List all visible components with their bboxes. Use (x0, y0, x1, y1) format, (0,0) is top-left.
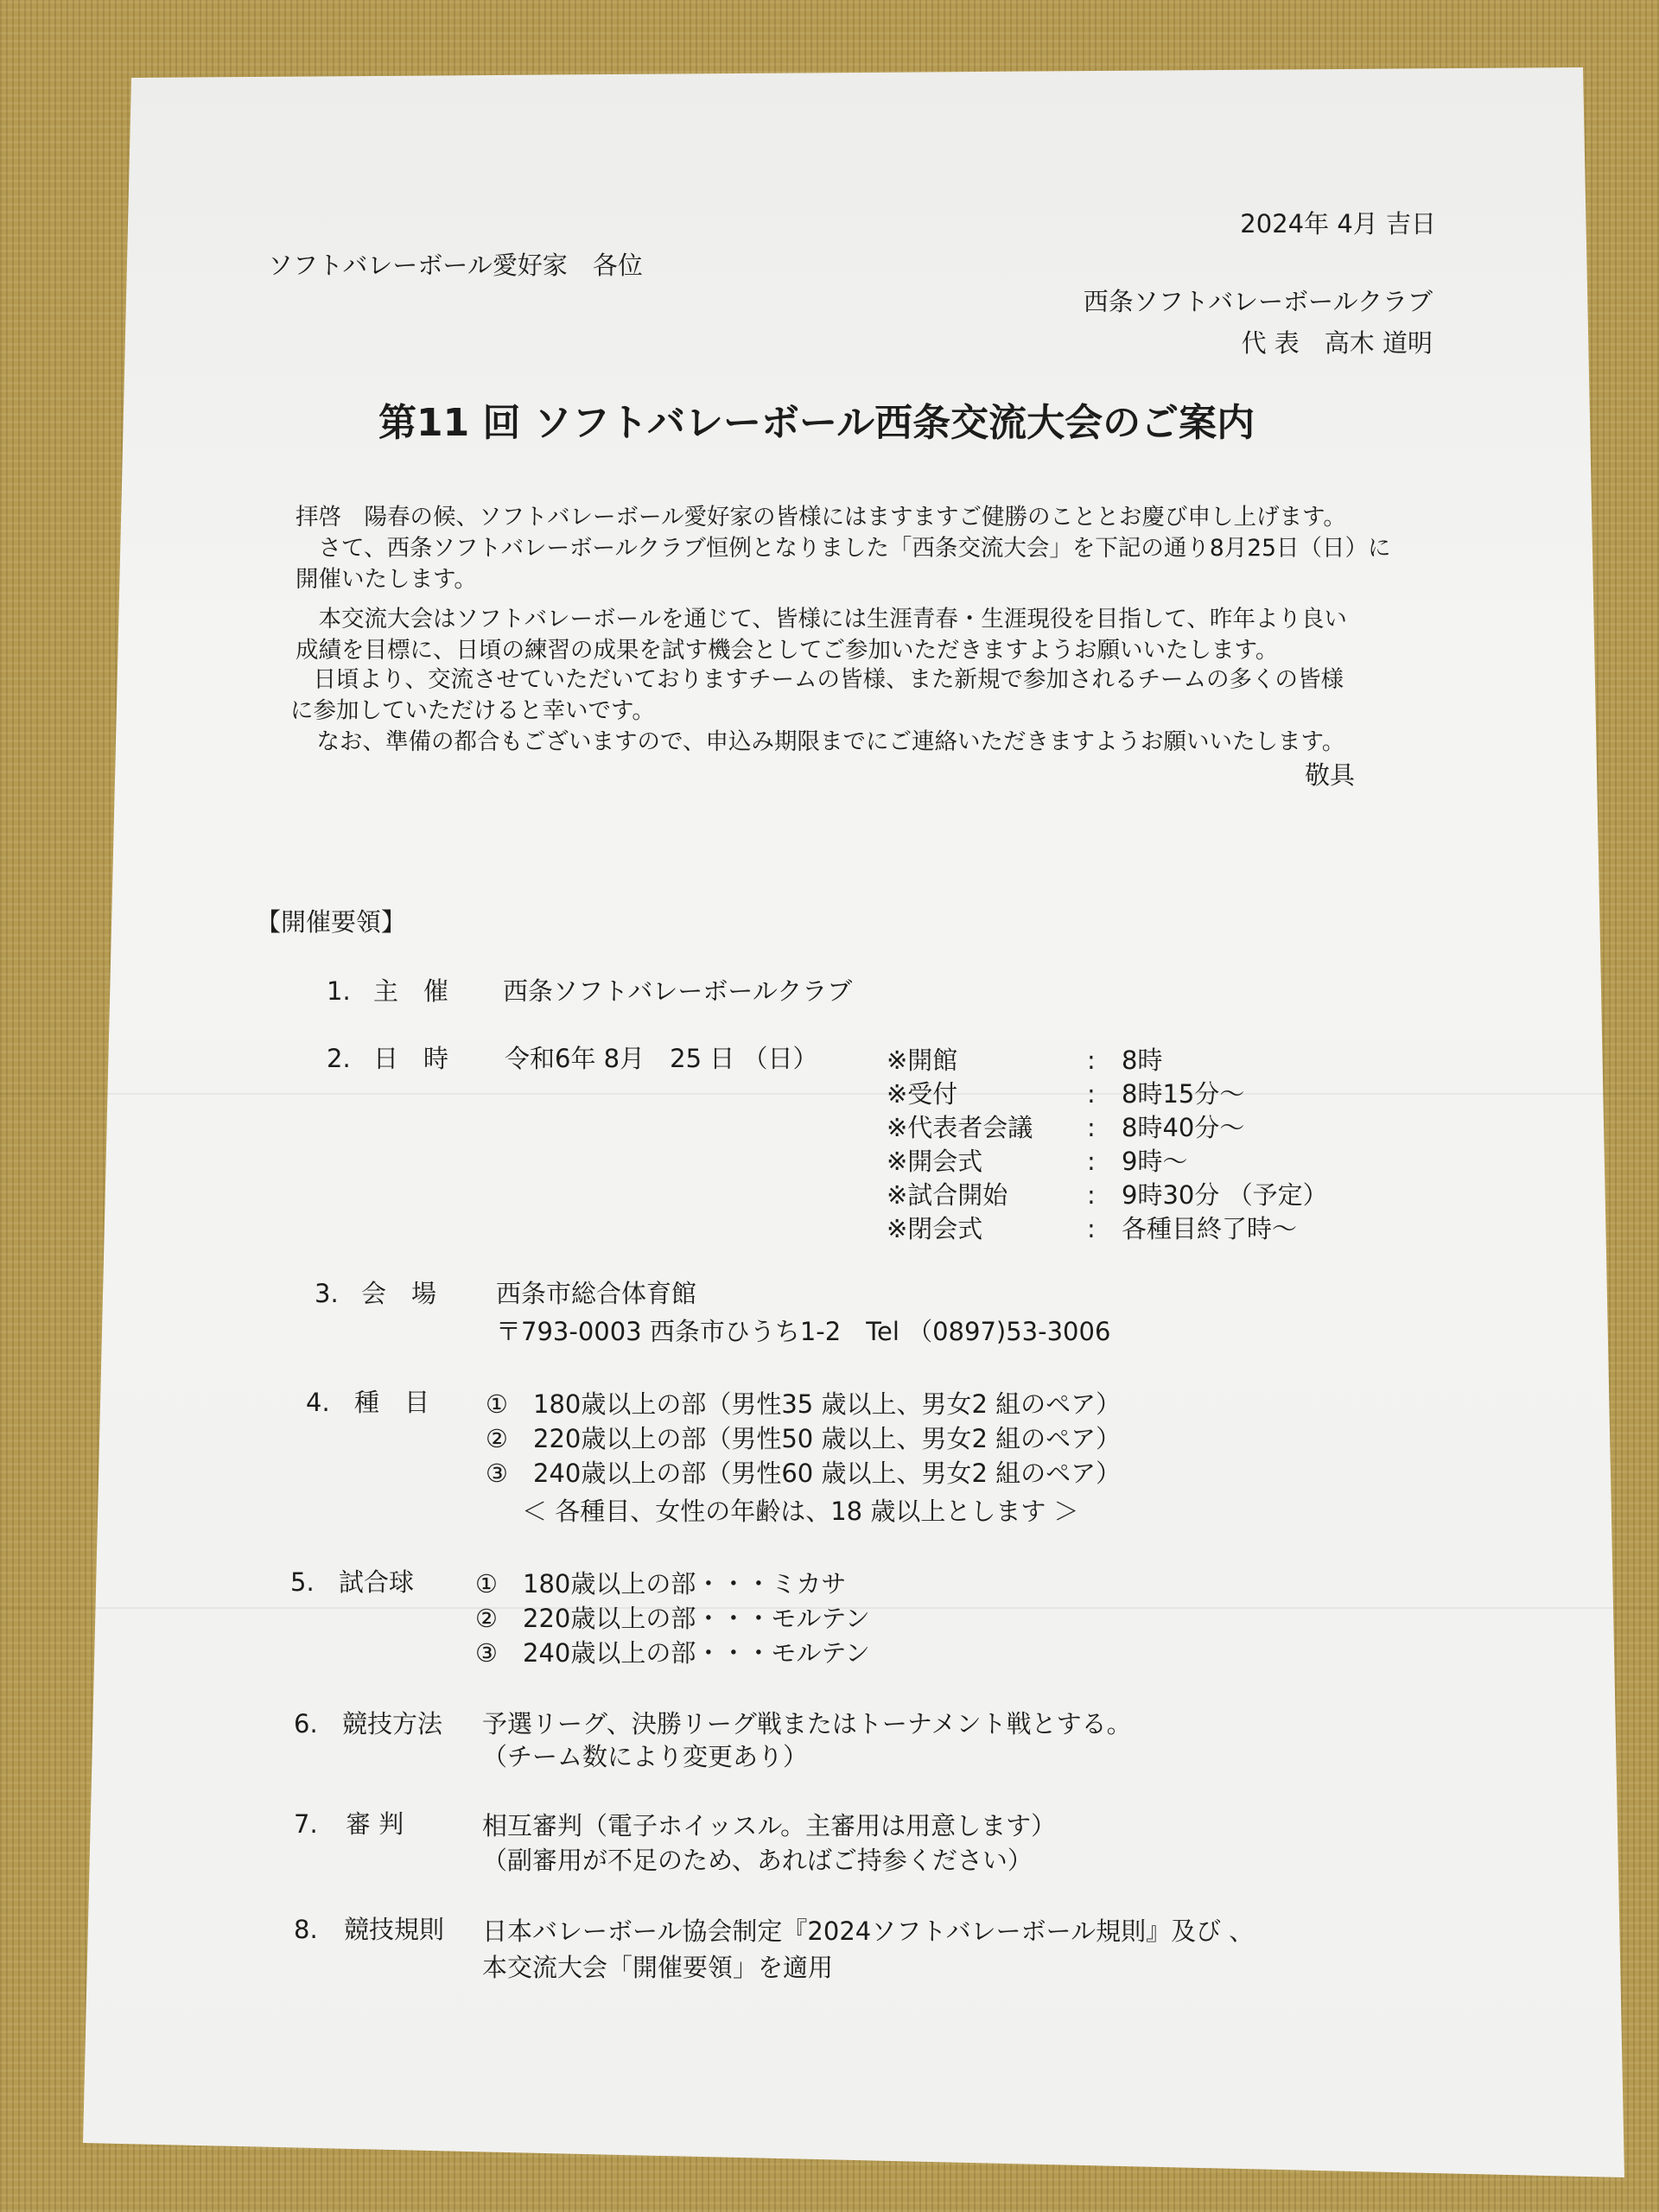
sender-representative: 代 表 高木 道明 (1241, 328, 1433, 358)
item-label-format: 競技方法 (342, 1709, 443, 1738)
item-label-referee: 審 判 (346, 1809, 404, 1839)
item-label-datetime: 日 時 (373, 1044, 449, 1073)
schedule-name: ※受付 (887, 1079, 958, 1109)
body-line: 成績を目標に、日頃の練習の成果を試す機会としてご参加いただきますようお願いいたします。 (296, 637, 1279, 664)
body-line: 本交流大会はソフトバレーボールを通じて、皆様には生涯青春・生涯現役を目指して、昨年より良い (296, 606, 1347, 632)
schedule-colon: : (1087, 1180, 1096, 1210)
sender-club: 西条ソフトバレーボールクラブ (1083, 287, 1433, 316)
closing-word: 敬具 (1305, 760, 1356, 790)
schedule-time: 8時40分～ (1122, 1113, 1245, 1142)
venue-address: 〒793-0003 西条市ひうち1-2 Tel （0897)53-3006 (496, 1317, 1111, 1346)
event-line: ② 220歳以上の部（男性50 歳以上、男女2 組のペア） (486, 1424, 1122, 1453)
section-heading: 【開催要領】 (256, 907, 407, 937)
paper-fold (0, 1093, 1659, 1095)
referee-note: （副審用が不足のため、あればご持参ください） (482, 1846, 1033, 1875)
rules-text: 日本バレーボール協会制定『2024ソフトバレーボール規則』及び 、 (482, 1916, 1255, 1946)
schedule-name: ※閉会式 (887, 1214, 983, 1243)
schedule-colon: : (1087, 1113, 1096, 1142)
body-line: 日頃より、交流させていただいておりますチームの皆様、また新規で参加されるチームの多くの皆様 (290, 666, 1344, 693)
item-number: 4. (306, 1388, 330, 1417)
schedule-name: ※開館 (887, 1046, 958, 1075)
schedule-time: 9時30分 （予定） (1122, 1180, 1328, 1210)
body-line: 開催いたします。 (296, 566, 477, 593)
item-label-rules: 競技規則 (344, 1915, 445, 1944)
event-line: ① 180歳以上の部（男性35 歳以上、男女2 組のペア） (486, 1389, 1122, 1419)
referee-text: 相互審判（電子ホイッスル。主審用は用意します） (482, 1811, 1057, 1840)
body-line: 拝啓 陽春の候、ソフトバレーボール愛好家の皆様にはますますご健勝のこととお慶び申し上げます。 (296, 504, 1346, 531)
schedule-colon: : (1087, 1046, 1096, 1075)
ball-line: ② 220歳以上の部・・・モルテン (475, 1604, 870, 1633)
body-line: さて、西条ソフトバレーボールクラブ恒例となりました「西条交流大会」を下記の通り8月25日（日）に (296, 535, 1391, 562)
schedule-time: 8時 (1122, 1046, 1163, 1075)
item-number: 8. (294, 1915, 318, 1944)
ball-line: ① 180歳以上の部・・・ミカサ (475, 1569, 847, 1599)
issue-date: 2024年 4月 吉日 (1240, 209, 1436, 238)
event-age-note: ＜ 各種目、女性の年齢は、18 歳以上とします ＞ (522, 1497, 1079, 1526)
document-title: 第11 回 ソフトバレーボール西条交流大会のご案内 (378, 401, 1255, 445)
date-value: 令和6年 8月 25 日 （日） (505, 1044, 818, 1073)
item-number: 7. (294, 1809, 318, 1839)
schedule-name: ※開会式 (887, 1147, 983, 1176)
body-line: に参加していただけると幸いです。 (290, 697, 655, 724)
item-number: 2. (327, 1044, 351, 1073)
schedule-colon: : (1087, 1079, 1096, 1109)
event-line: ③ 240歳以上の部（男性60 歳以上、男女2 組のペア） (486, 1459, 1122, 1488)
item-label-venue: 会 場 (361, 1279, 437, 1308)
schedule-colon: : (1087, 1147, 1096, 1176)
schedule-time: 8時15分～ (1122, 1079, 1245, 1109)
format-note: （チーム数により変更あり） (482, 1742, 809, 1771)
rules-text: 本交流大会「開催要領」を適用 (482, 1953, 834, 1982)
item-number: 3. (315, 1279, 339, 1308)
schedule-name: ※代表者会議 (887, 1113, 1033, 1142)
format-text: 予選リーグ、決勝リーグ戦またはトーナメント戦とする。 (482, 1709, 1132, 1738)
item-number: 1. (327, 976, 351, 1006)
body-line: なお、準備の都合もございますので、申込み期限までにご連絡いただきますようお願いいたします。 (294, 728, 1345, 755)
venue-name: 西条市総合体育館 (496, 1279, 697, 1308)
item-label-events: 種 目 (354, 1388, 430, 1417)
item-label-balls: 試合球 (339, 1567, 415, 1597)
item-number: 5. (290, 1567, 315, 1597)
addressee: ソフトバレーボール愛好家 各位 (268, 251, 643, 280)
ball-line: ③ 240歳以上の部・・・モルテン (475, 1638, 870, 1668)
schedule-time: 各種目終了時～ (1122, 1214, 1298, 1243)
item-number: 6. (294, 1709, 318, 1738)
schedule-colon: : (1087, 1214, 1096, 1243)
schedule-name: ※試合開始 (887, 1180, 1008, 1210)
host-value: 西条ソフトバレーボールクラブ (503, 976, 853, 1006)
item-label-host: 主 催 (373, 976, 449, 1006)
schedule-time: 9時～ (1122, 1147, 1188, 1176)
